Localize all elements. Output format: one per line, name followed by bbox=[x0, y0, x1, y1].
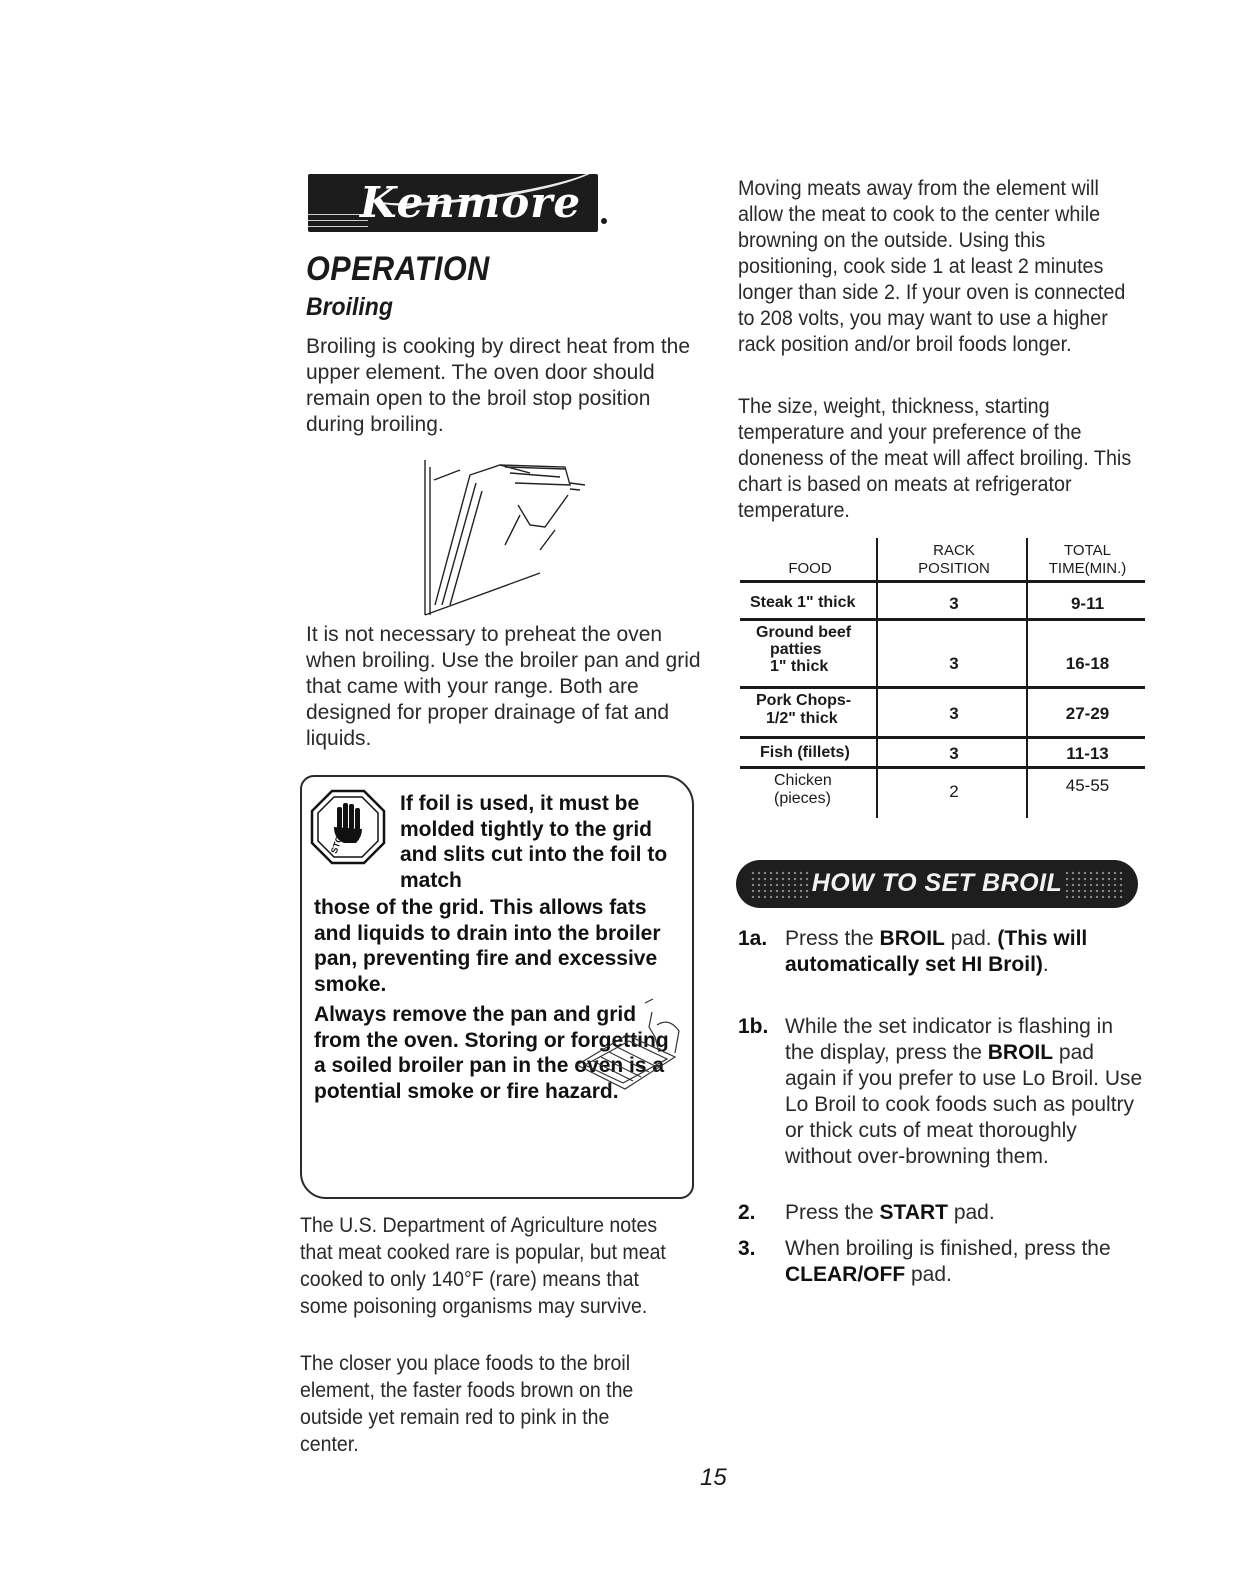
table-cell-food: 1" thick bbox=[770, 658, 829, 675]
intro-paragraph: Broiling is cooking by direct heat from the upper element. The oven door should remain open to the broil stop position during broiling. bbox=[306, 335, 691, 436]
warning-text-3: Always remove the pan and grid from the oven. Storing or forgetting a soiled broiler pan in the oven is a potential smoke or fire hazard. bbox=[314, 1003, 669, 1103]
header-time-2: TIME(MIN.) bbox=[1048, 560, 1127, 577]
table-cell-food: Steak 1" thick bbox=[750, 594, 856, 611]
table-cell-time: 45-55 bbox=[1065, 776, 1110, 795]
step-1b: 1b. While the set indicator is flashing in the display, press the BROIL pad again if you prefer to use Lo Broil. Use Lo Broil to cook foods such as poultry or thick cuts of meat thoroughly without over-browning them. bbox=[738, 1015, 1143, 1168]
closer-paragraph: The closer you place foods to the broil element, the faster foods brown on the outside yet remain red to pink in the center. bbox=[300, 1352, 634, 1456]
step-label: 3. bbox=[738, 1237, 756, 1260]
logo-text: Kenmore bbox=[360, 178, 582, 227]
header-time-1: TOTAL bbox=[1064, 542, 1111, 559]
table-cell-rack: 3 bbox=[949, 594, 959, 613]
table-cell-food: Fish (fillets) bbox=[760, 744, 850, 761]
table-cell-food: Chicken bbox=[774, 772, 832, 789]
stop-hand-icon bbox=[310, 789, 386, 865]
page-number: 15 bbox=[700, 1464, 727, 1491]
oven-door-illustration bbox=[420, 455, 595, 620]
step-3: 3. When broiling is finished, press the CLEAR/OFF pad. bbox=[738, 1237, 1111, 1286]
table-cell-rack: 2 bbox=[949, 782, 959, 801]
table-cell-food: 1/2" thick bbox=[766, 710, 838, 727]
warning-text-1: If foil is used, it must be molded tightly to the grid and slits cut into the foil to match bbox=[400, 792, 668, 892]
table-cell-food: Pork Chops- bbox=[756, 692, 852, 709]
warning-text-2: those of the grid. This allows fats and liquids to drain into the broiler pan, preventing fire and excessive smoke. bbox=[314, 896, 661, 996]
step-label: 2. bbox=[738, 1201, 756, 1224]
chart-intro-paragraph: The size, weight, thickness, starting temperature and your preference of the doneness of the meat will affect broiling. This chart is based on meats at refrigerator temperature. bbox=[738, 395, 1132, 522]
header-rack-2: POSITION bbox=[918, 560, 990, 577]
table-cell-rack: 3 bbox=[949, 744, 959, 763]
section-title: OPERATION bbox=[306, 250, 490, 288]
header-food: FOOD bbox=[788, 560, 832, 577]
table-cell-food: Ground beef bbox=[756, 624, 852, 641]
moving-meats-paragraph: Moving meats away from the element will allow the meat to cook to the center while browning on the outside. Using this positioning, cook side 1 at least 2 minutes longer than side 2. If your oven is connected to 208 volts, you may want to use a higher rack position and/or broil foods longer. bbox=[738, 177, 1126, 356]
section-subtitle: Broiling bbox=[306, 293, 393, 321]
table-cell-food: (pieces) bbox=[774, 790, 831, 807]
foil-warning-box bbox=[300, 775, 694, 1199]
logo-badge bbox=[308, 174, 598, 232]
header-rack-1: RACK bbox=[933, 542, 975, 559]
stop-sign-text: STOP bbox=[328, 828, 347, 855]
step-1a: 1a. Press the BROIL pad. (This will automatically set HI Broil). bbox=[738, 927, 1088, 976]
row-divider bbox=[740, 580, 1145, 583]
usda-paragraph: The U.S. Department of Agriculture notes that meat cooked rare is popular, but meat cooked to only 140°F (rare) means that some poisoning organisms may survive. bbox=[300, 1214, 666, 1318]
banner-title: HOW TO SET BROIL bbox=[811, 869, 1063, 897]
step-2: 2. Press the START pad. bbox=[738, 1201, 995, 1224]
table-cell-time: 9-11 bbox=[1070, 594, 1105, 613]
row-divider bbox=[740, 686, 1145, 689]
row-divider bbox=[740, 736, 1145, 739]
table-cell-food: patties bbox=[770, 641, 822, 658]
table-cell-time: 16-18 bbox=[1065, 654, 1110, 673]
broiler-grid-icon bbox=[557, 997, 689, 1097]
preheat-paragraph: It is not necessary to preheat the oven when broiling. Use the broiler pan and grid that came with your range. Both are designed for proper drainage of fat and liquids. bbox=[306, 623, 701, 750]
step-label: 1b. bbox=[738, 1015, 769, 1038]
row-divider bbox=[740, 766, 1145, 769]
how-to-set-broil-banner bbox=[736, 860, 1138, 908]
table-cell-rack: 3 bbox=[949, 704, 959, 723]
broiling-chart bbox=[740, 538, 1145, 823]
table-cell-time: 11-13 bbox=[1066, 744, 1109, 763]
table-cell-rack: 3 bbox=[949, 654, 959, 673]
step-label: 1a. bbox=[738, 927, 768, 950]
table-cell-time: 27-29 bbox=[1065, 704, 1110, 723]
row-divider bbox=[740, 618, 1145, 621]
kenmore-logo bbox=[308, 174, 598, 234]
